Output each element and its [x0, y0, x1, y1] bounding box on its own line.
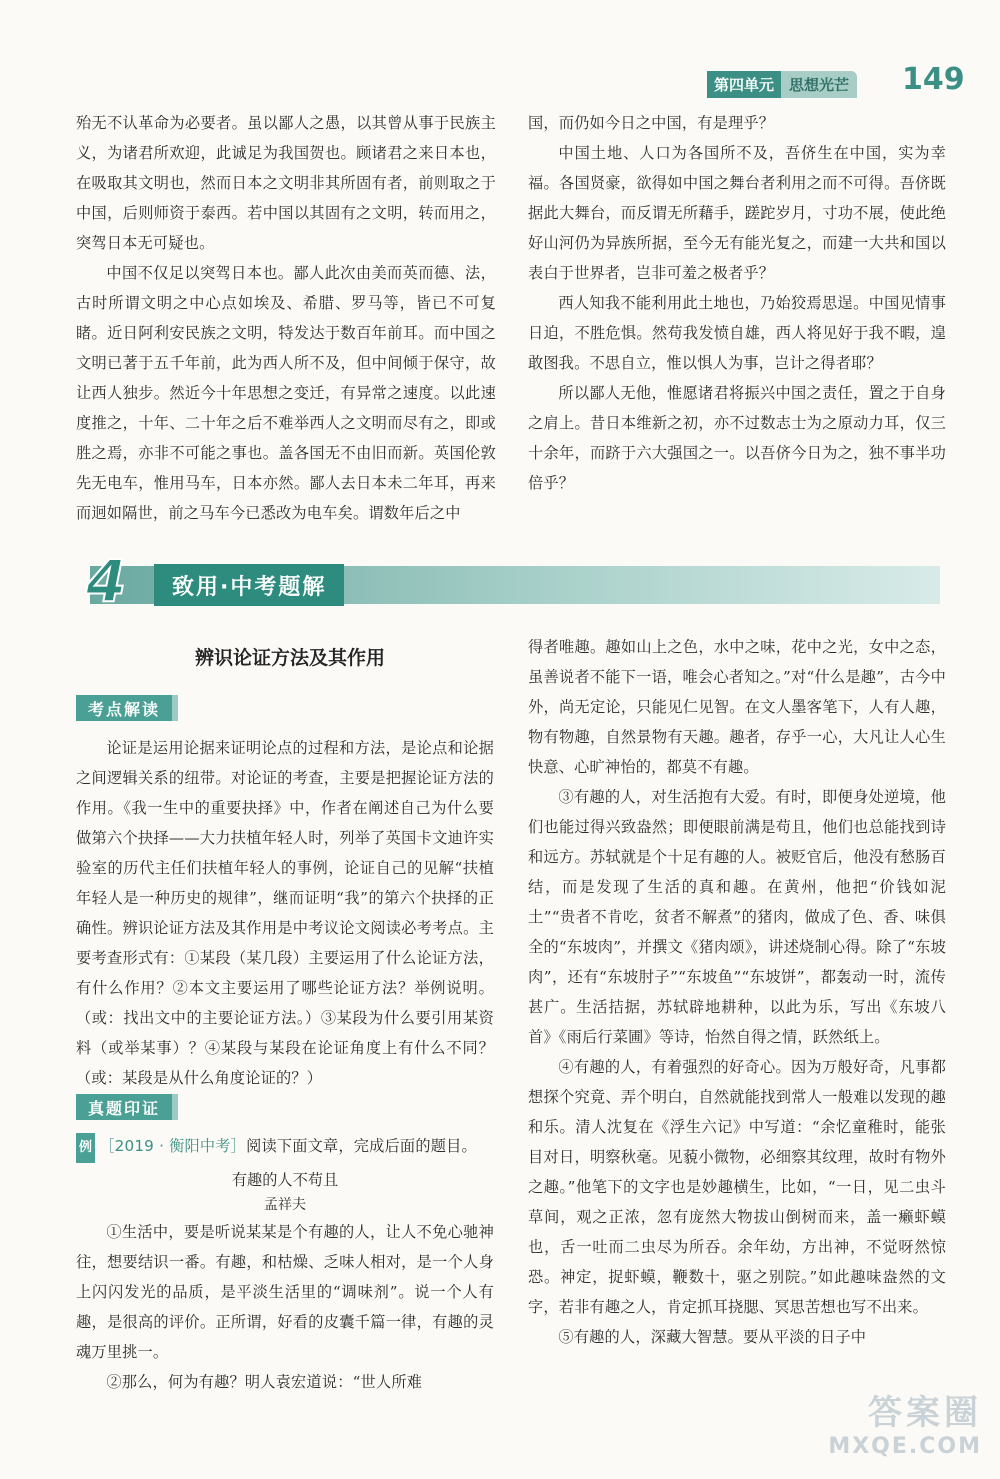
- paragraph: 中国不仅足以突驾日本也。鄙人此次由美而英而德、法，古时所谓文明之中心点如埃及、希腊、罗马等，皆已不可复睹。近日阿利安民族之文明，特发达于数百年前耳。而中国之文明已著于五千年前，此为西人所不及，但中间倾于保守，故让西人独步。然近今十年思想之变迁，有异常之速度。以此速度推之，十年、二十年之后不难举西人之文明而尽有之，即或胜之焉，亦非不可能之事也。盖各国无不由旧而新。英国伦敦先无电车，惟用马车，日本亦然。鄙人去日本未二年耳，再来而迥如隔世，前之马车今已悉改为电车矣。谓数年后之中: [76, 264, 496, 522]
- lower-right-column: [528, 632, 946, 1352]
- question-block: [76, 1131, 494, 1397]
- paragraph: 国，而仍如今日之中国，有是理乎？: [528, 114, 775, 132]
- paragraph: 中国土地、人口为各国所不及，吾侪生在中国，实为幸福。各国贤豪，欲得如中国之舞台者利用之而不可得。吾侪既据此大舞台，而反谓无所藉手，蹉跎岁月，寸功不展，使此绝好山河仍为异族所据，至今无有能光复之，而建一大共和国以表白于世界者，岂非可羞之极者乎？: [528, 144, 946, 282]
- section-title: 辨识论证方法及其作用: [194, 647, 385, 669]
- kaodian-text: 论证是运用论据来证明论点的过程和方法，是论点和论据之间逻辑关系的纽带。对论证的考查，主要是把握论证方法的作用。《我一生中的重要抉择》中，作者在阐述自己为什么要做第六个抉择——大力扶植年轻人时，列举了英国卡文迪许实验室的历代主任们扶植年轻人的事例，论证自己的见解“扶植年轻人是一种历史的规律”，继而证明“我”的第六个抉择的正确性。辨识论证方法及其作用是中考议论文阅读必考考点。主要考查形式有：①某段（某几段）主要运用了什么论证方法，有什么作用？②本文主要运用了哪些论证方法？举例说明。（或：找出文中的主要论证方法。）③某段为什么要引用某资料（或举某事）？④某段与某段在论证角度上有什么不同？（或：某段是从什么角度论证的？）: [76, 739, 494, 1087]
- article-title: 有趣的人不苟且: [231, 1171, 339, 1189]
- question-source: ［2019 · 衡阳中考］: [99, 1137, 247, 1155]
- article-paragraph: 得者唯趣。趣如山上之色，水中之味，花中之光，女中之态，虽善说者不能下一语，唯会心者知之。”对“什么是趣”，古今中外，尚无定论，只能见仁见智。在文人墨客笔下，人有人趣，物有物趣，自然景物有天趣。趣者，存乎一心，大凡让人心生快意、心旷神怡的，都莫不有趣。: [528, 638, 946, 776]
- top-left-column: [76, 108, 496, 528]
- unit-label: 第四单元: [707, 71, 781, 98]
- watermark-url: MXQE.COM: [828, 1434, 982, 1459]
- kaodian-label: 考点解读: [76, 695, 178, 721]
- zhenti-label: 真题印证: [76, 1094, 178, 1120]
- banner-number: 4: [85, 547, 127, 615]
- watermark: [828, 1385, 982, 1459]
- unit-header-tag: [707, 71, 857, 97]
- paragraph: 殆无不认革命为必要者。虽以鄙人之愚，以其曾从事于民族主义，为诸君所欢迎，此诚足为我国贺也。顾诸君之来日本也，在吸取其文明也，然而日本之文明非其所固有者，前则取之于中国，后则师资于泰西。若中国以其固有之文明，转而用之，突驾日本无可疑也。: [76, 114, 496, 252]
- question-prompt: [76, 1131, 494, 1163]
- article-author: 孟祥夫: [264, 1197, 306, 1213]
- article-paragraph: ①生活中，要是听说某某是个有趣的人，让人不免心驰神往，想要结识一番。有趣，和枯燥、乏味人相对，是一个人身上闪闪发光的品质，是平淡生活里的“调味剂”。说一个人有趣，是很高的评价。正所谓，好看的皮囊千篇一律，有趣的灵魂万里挑一。: [76, 1223, 494, 1361]
- watermark-logo-text: 答案圈: [868, 1393, 982, 1433]
- page-number: 149: [902, 62, 965, 97]
- top-right-column: [528, 108, 946, 498]
- question-instruction: 阅读下面文章，完成后面的题目。: [246, 1137, 477, 1155]
- section-banner: [70, 547, 940, 615]
- article-paragraph: ②那么，何为有趣？明人袁宏道说：“世人所难: [106, 1373, 423, 1391]
- article-paragraph: ⑤有趣的人，深藏大智慧。要从平淡的日子中: [558, 1328, 867, 1346]
- article-paragraph: ④有趣的人，有着强烈的好奇心。因为万般好奇，凡事都想探个究竟、弄个明白，自然就能找到常人一般难以发现的趣和乐。清人沈复在《浮生六记》中写道：“余忆童稚时，能张目对日，明察秋毫。见藐小微物，必细察其纹理，故时有物外之趣。”他笔下的文字也是妙趣横生，比如，“一日，见二虫斗草间，观之正浓，忽有庞然大物拔山倒树而来，盖一癞虾蟆也，舌一吐而二虫尽为所吞。余年幼，方出神，不觉呀然惊恐。神定，捉虾蟆，鞭数十，驱之别院。”如此趣味盎然的文字，若非有趣之人，肯定抓耳挠腮、冥思苦想也写不出来。: [528, 1058, 946, 1316]
- kaodian-text-block: [76, 733, 494, 1093]
- article-paragraph: ③有趣的人，对生活抱有大爱。有时，即便身处逆境，他们也能过得兴致盎然；即便眼前满是苟且，他们也总能找到诗和远方。苏轼就是个十足有趣的人。被贬官后，他没有愁肠百结，而是发现了生活的真和趣。在黄州，他把“价钱如泥土”“贵者不肯吃，贫者不解煮”的猪肉，做成了色、香、味俱全的“东坡肉”，并撰文《猪肉颂》，讲述烧制心得。除了“东坡肉”，还有“东坡肘子”“东坡鱼”“东坡饼”，都轰动一时，流传甚广。生活拮据，苏轼辟地耕种，以此为乐，写出《东坡八首》《雨后行菜圃》等诗，怡然自得之情，跃然纸上。: [528, 788, 946, 1046]
- paragraph: 西人知我不能利用此土地也，乃始狡焉思逞。中国见情事日迫，不胜危惧。然苟我发愤自雄，西人将见好于我不暇，遑敢图我。不思自立，惟以惧人为事，岂计之得者耶？: [528, 294, 946, 372]
- paragraph: 所以鄙人无他，惟愿诸君将振兴中国之责任，置之于自身之肩上。昔日本维新之初，亦不过数志士为之原动力耳，仅三十余年，而跻于六大强国之一。以吾侪今日为之，独不事半功倍乎？: [528, 384, 946, 492]
- unit-theme: 思想光芒: [781, 71, 857, 98]
- example-tag: 例: [76, 1133, 95, 1163]
- banner-title: 致用·中考题解: [154, 564, 344, 606]
